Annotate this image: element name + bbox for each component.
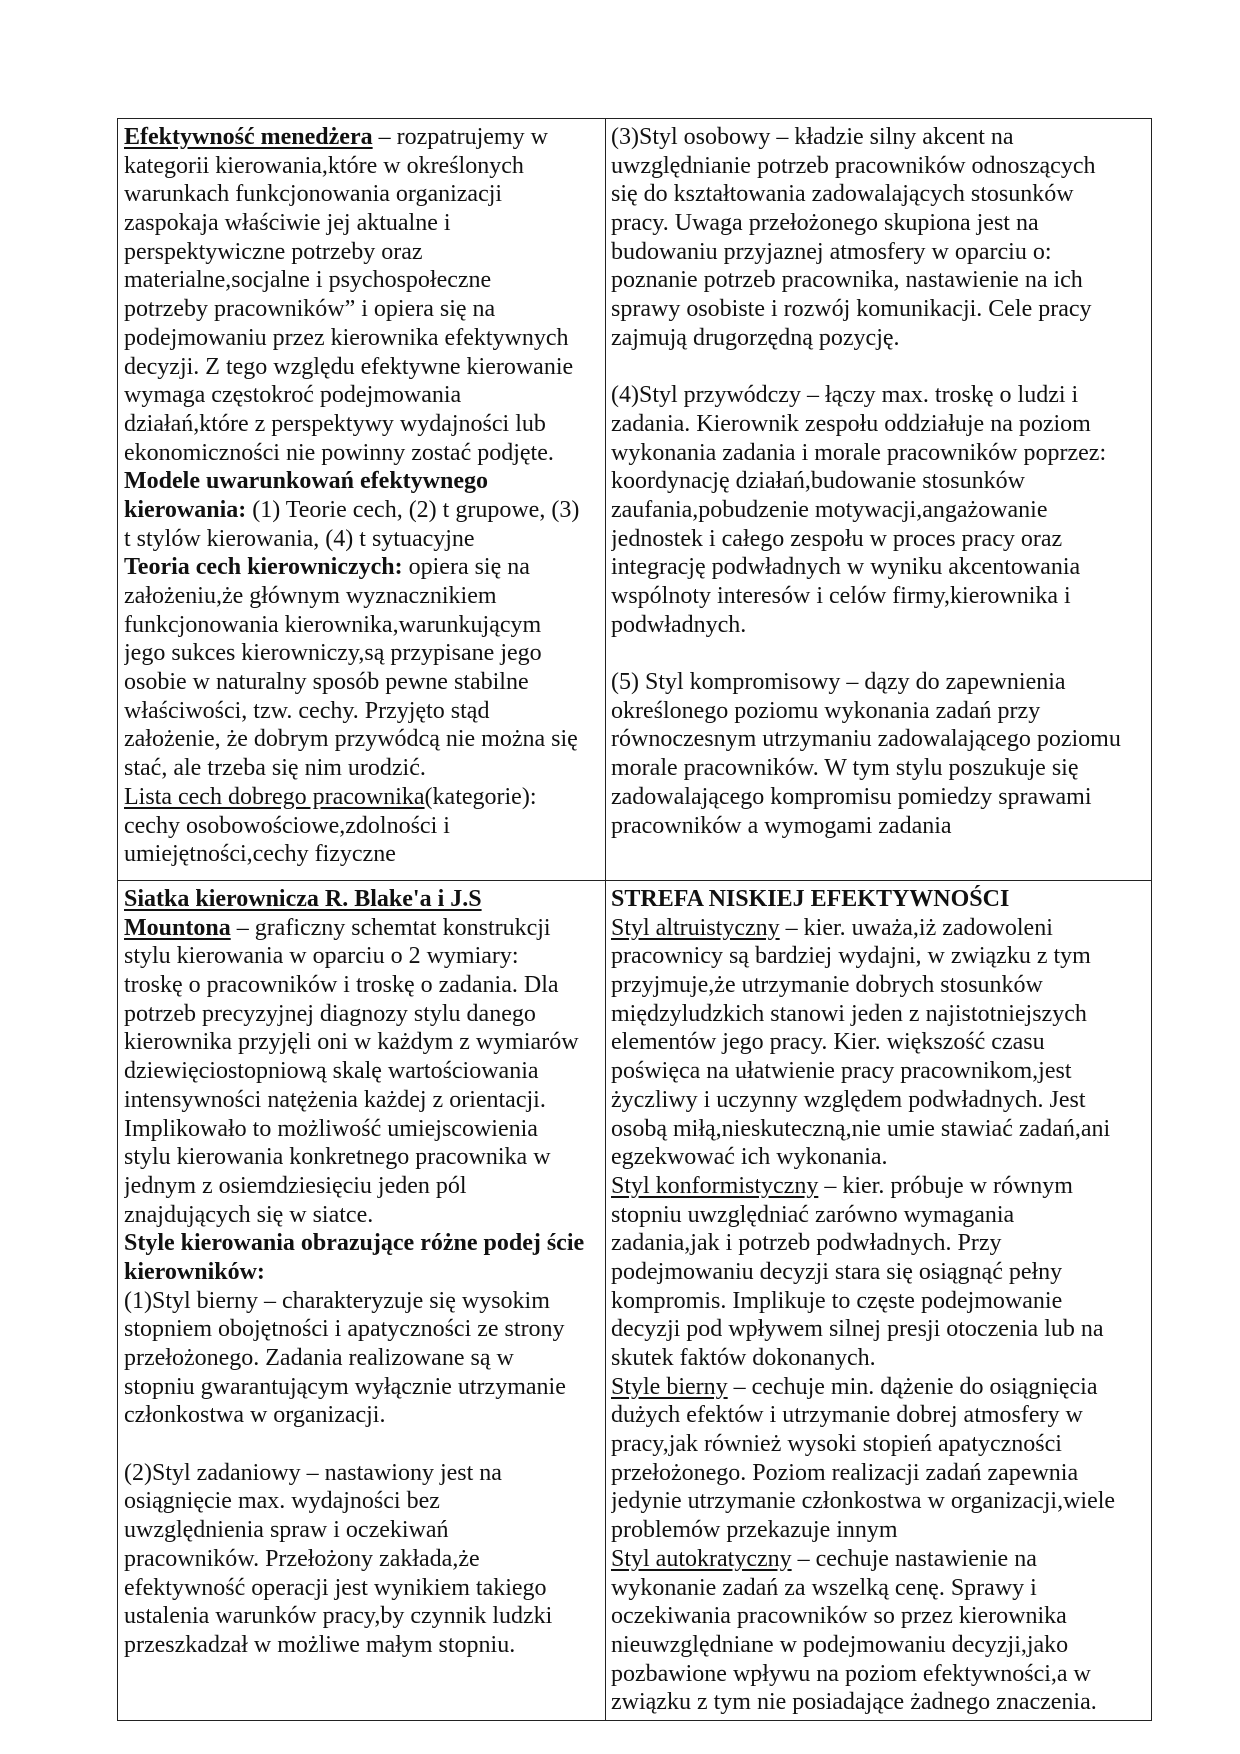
text-line: pracownicy są bardziej wydajni, w związku z tym xyxy=(611,943,1091,970)
text-line: stać, ale trzeba się nim urodzić. xyxy=(124,755,426,782)
text-line: jego sukces kierowniczy,są przypisane jego xyxy=(124,640,542,667)
text-line: pracowników a wymogami zadania xyxy=(611,812,952,839)
text-segment: – cechuje min. dążenie do osiągnięcia xyxy=(727,1373,1098,1400)
text-line: przyjmuje,że utrzymanie dobrych stosunków xyxy=(611,972,1043,999)
text-line: stylu kierowania konkretnego pracownika w xyxy=(124,1144,551,1171)
heading-segment: Teoria cech kierowniczych: xyxy=(124,554,403,581)
text-line: związku z tym nie posiadające żadnego znaczenia. xyxy=(611,1689,1097,1715)
text-line: troskę o pracowników i troskę o zadania. Dla xyxy=(124,972,559,999)
text-line: jednym z osiemdziesięciu jeden pól xyxy=(124,1172,467,1199)
text-line: przeszkadzał w możliwe małym stopniu. xyxy=(124,1631,516,1658)
text-line: znajdujących się w siatce. xyxy=(124,1201,374,1228)
text-line: potrzeb precyzyjnej diagnozy stylu danego xyxy=(124,1000,536,1027)
text-line xyxy=(124,783,602,812)
heading-segment: Styl altruistyczny xyxy=(611,914,780,941)
text-line xyxy=(124,123,602,152)
row-divider xyxy=(118,880,1151,881)
text-line: osobą miłą,nieskuteczną,nie umie stawiać zadań,ani xyxy=(611,1115,1111,1142)
heading-segment: Efektywność menedżera xyxy=(124,124,373,150)
text-line: jednostek i całego zespołu w proces pracy oraz xyxy=(611,525,1063,552)
text-line xyxy=(124,553,602,582)
text-line: materialne,socjalne i psychospołeczne xyxy=(124,267,492,294)
text-line: potrzeby pracowników” i opiera się na xyxy=(124,296,496,323)
notes-table xyxy=(117,118,1152,1721)
text-line: t stylów kierowania, (4) t sytuacyjne xyxy=(124,525,475,552)
text-line: warunkach funkcjonowania organizacji xyxy=(124,181,503,208)
cell-low-efficiency-zone xyxy=(611,885,1147,1715)
text-line: zadowalającego kompromisu pomiedzy sprawami xyxy=(611,783,1092,810)
text-line: funkcjonowania kierownika,warunkującym xyxy=(124,611,542,638)
text-line: cechy osobowościowe,zdolności i xyxy=(124,812,450,839)
cell-blake-mouton-grid xyxy=(124,885,602,1715)
text-line: wspólnoty interesów i celów firmy,kierownika i xyxy=(611,583,1071,609)
text-line xyxy=(124,914,602,943)
text-line: jedynie utrzymanie członkostwa w organizacji,wiele xyxy=(611,1488,1116,1515)
text-line: morale pracowników. W tym stylu poszukuje się xyxy=(611,755,1079,782)
text-line: zadania,jak i potrzeb podwładnych. Przy xyxy=(611,1230,1002,1257)
text-line: kategorii kierowania,które w określonych xyxy=(124,152,524,179)
text-segment: (kategorie): xyxy=(424,783,537,810)
text-line xyxy=(124,1229,602,1258)
heading-segment: kierowników: xyxy=(124,1258,265,1285)
text-line: (1)Styl bierny – charakteryzuje się wysokim xyxy=(124,1287,550,1314)
cell-management-styles-3-5 xyxy=(611,123,1147,878)
text-line: uwzględnienia spraw i oczekiwań xyxy=(124,1517,449,1544)
text-line: umiejętności,cechy fizyczne xyxy=(124,841,396,868)
text-line: zajmują drugorzędną pozycję. xyxy=(611,324,900,351)
text-line: osiągnięcie max. wydajności bez xyxy=(124,1488,440,1515)
text-line: integrację podwładnych w wyniku akcentowania xyxy=(611,554,1081,581)
text-line: (2)Styl zadaniowy – nastawiony jest na xyxy=(124,1459,502,1486)
text-line xyxy=(124,467,602,496)
text-line xyxy=(611,1172,1147,1201)
text-line: członkostwa w organizacji. xyxy=(124,1402,386,1429)
text-line: zadania. Kierownik zespołu oddziałuje na poziom xyxy=(611,410,1091,437)
heading-segment: Style bierny xyxy=(611,1373,728,1400)
text-line: zaspokaja właściwie jej aktualne i xyxy=(124,210,451,237)
text-line: uwzględnianie potrzeb pracowników odnoszących xyxy=(611,152,1096,179)
text-line xyxy=(611,1545,1147,1574)
text-line: kierownika przyjęli oni w każdym z wymiarów xyxy=(124,1029,579,1056)
text-segment: – cechuje nastawienie na xyxy=(791,1545,1037,1572)
text-segment: (1) Teorie cech, (2) t grupowe, (3) xyxy=(246,496,580,523)
text-line: wykonanie zadań za wszelką cenę. Sprawy i xyxy=(611,1574,1037,1601)
text-line: kompromis. Implikuje to częste podejmowanie xyxy=(611,1287,1063,1314)
text-line: skutek faktów dokonanych. xyxy=(611,1345,876,1371)
text-line: założeniu,że głównym wyznacznikiem xyxy=(124,583,497,609)
text-line: podejmowaniu decyzji stara się osiągnąć pełny xyxy=(611,1258,1063,1285)
text-line: dziewięciostopniową skalę wartościowania xyxy=(124,1058,539,1085)
text-line: (5) Styl kompromisowy – dązy do zapewnienia xyxy=(611,669,1066,696)
text-line: stopniem obojętności i apatyczności ze strony xyxy=(124,1316,565,1343)
text-line: decyzji pod wpływem silnej presji otoczenia lub na xyxy=(611,1316,1104,1343)
heading-segment: STREFA NISKIEJ EFEKTYWNOŚCI xyxy=(611,886,1010,912)
text-line: oczekiwania pracowników so przez kierownika xyxy=(611,1603,1067,1630)
text-line: sprawy osobiste i rozwój komunikacji. Cele pracy xyxy=(611,296,1092,323)
text-line: właściwości, tzw. cechy. Przyjęto stąd xyxy=(124,697,490,724)
text-line: zaufania,pobudzenie motywacji,angażowanie xyxy=(611,496,1048,523)
text-line: się do kształtowania zadowalających stosunków xyxy=(611,181,1074,208)
text-line: międzyludzkich stanowi jeden z najistotniejszych xyxy=(611,1000,1087,1027)
cell-manager-effectiveness xyxy=(124,123,602,878)
text-line: stopniu uwzględniać zarówno wymagania xyxy=(611,1201,1015,1228)
text-line: pozbawione wpływu na poziom efektywności,a w xyxy=(611,1660,1091,1687)
heading-segment: Siatka kierownicza R. Blake'a i J.S xyxy=(124,886,482,912)
text-line: (4)Styl przywódczy – łączy max. troskę o ludzi i xyxy=(611,382,1079,409)
column-divider xyxy=(605,119,606,1720)
text-line: budowaniu przyjaznej atmosfery w oparciu o: xyxy=(611,238,1052,265)
heading-segment: kierowania: xyxy=(124,496,247,523)
text-line: podejmowaniu przez kierownika efektywnych xyxy=(124,324,569,351)
text-line: dużych efektów i utrzymanie dobrej atmosfery w xyxy=(611,1402,1083,1429)
text-line: nieuwzględniane w podejmowaniu decyzji,jako xyxy=(611,1631,1069,1658)
text-line: pracowników. Przełożony zakłada,że xyxy=(124,1545,480,1572)
text-line: przełożonego. Poziom realizacji zadań zapewnia xyxy=(611,1459,1079,1486)
text-line: poświęca na ułatwienie pracy pracownikom,jest xyxy=(611,1058,1072,1085)
text-line: osobie w naturalny sposób pewne stabilne xyxy=(124,669,529,696)
text-line: poznanie potrzeb pracownika, nastawienie na ich xyxy=(611,267,1083,294)
text-line: życzliwy i uczynny względem podwładnych. Jest xyxy=(611,1086,1086,1113)
text-segment: – kier. próbuje w równym xyxy=(818,1172,1073,1199)
text-line xyxy=(611,1373,1147,1402)
text-line: egzekwować ich wykonania. xyxy=(611,1144,888,1171)
text-line: wymaga częstokroć podejmowania xyxy=(124,382,462,409)
text-line xyxy=(124,1430,602,1459)
heading-segment: Lista cech dobrego pracownika xyxy=(124,783,425,810)
text-line: decyzji. Z tego względu efektywne kierowanie xyxy=(124,353,574,380)
text-line xyxy=(611,914,1147,943)
text-segment: opiera się na xyxy=(402,554,530,581)
text-line: ekonomiczności nie powinny zostać podjęte. xyxy=(124,439,554,466)
text-line: intensywności natężenia każdej z orientacji. xyxy=(124,1086,546,1113)
text-line xyxy=(611,353,1147,382)
text-line xyxy=(124,885,602,914)
text-segment: – rozpatrujemy w xyxy=(378,124,548,150)
text-line: działań,które z perspektywy wydajności lub xyxy=(124,410,546,437)
text-segment: – graficzny schemtat konstrukcji xyxy=(236,914,551,941)
text-line xyxy=(124,1258,602,1287)
text-line: problemów przekazuje innym xyxy=(611,1517,898,1544)
text-line: wykonania zadania i morale pracowników poprzez: xyxy=(611,439,1107,466)
text-line: koordynację działań,budowanie stosunków xyxy=(611,468,1025,495)
text-line: przełożonego. Zadania realizowane są w xyxy=(124,1345,514,1371)
text-line: efektywność operacji jest wynikiem takiego xyxy=(124,1574,547,1601)
text-line xyxy=(611,885,1147,914)
heading-segment: Styl autokratyczny xyxy=(611,1545,792,1572)
text-line xyxy=(611,639,1147,668)
heading-segment: Style kierowania obrazujące różne podej ście xyxy=(124,1230,585,1257)
text-line: (3)Styl osobowy – kładzie silny akcent na xyxy=(611,124,1014,150)
text-line: określonego poziomu wykonania zadań przy xyxy=(611,697,1041,724)
text-line: ustalenia warunków pracy,by czynnik ludzki xyxy=(124,1603,553,1630)
text-line: założenie, że dobrym przywódcą nie można się xyxy=(124,726,578,753)
text-segment: – kier. uważa,iż zadowoleni xyxy=(779,914,1053,941)
text-line: stopniu gwarantującym wyłącznie utrzymanie xyxy=(124,1373,566,1400)
text-line: pracy. Uwaga przełożonego skupiona jest na xyxy=(611,210,1039,237)
text-line: elementów jego pracy. Kier. większość czasu xyxy=(611,1029,1045,1056)
text-line: perspektywiczne potrzeby oraz xyxy=(124,238,423,265)
text-line: Implikowało to możliwość umiejscowienia xyxy=(124,1115,538,1142)
text-line xyxy=(124,496,602,525)
text-line: stylu kierowania w oparciu o 2 wymiary: xyxy=(124,943,519,970)
heading-segment: Mountona xyxy=(124,914,231,941)
heading-segment: Styl konformistyczny xyxy=(611,1172,819,1199)
text-line: pracy,jak również wysoki stopień apatyczności xyxy=(611,1431,1062,1458)
text-line: podwładnych. xyxy=(611,611,747,638)
text-line: równoczesnym utrzymaniu zadowalającego poziomu xyxy=(611,726,1121,753)
heading-segment: Modele uwarunkowań efektywnego xyxy=(124,468,488,495)
